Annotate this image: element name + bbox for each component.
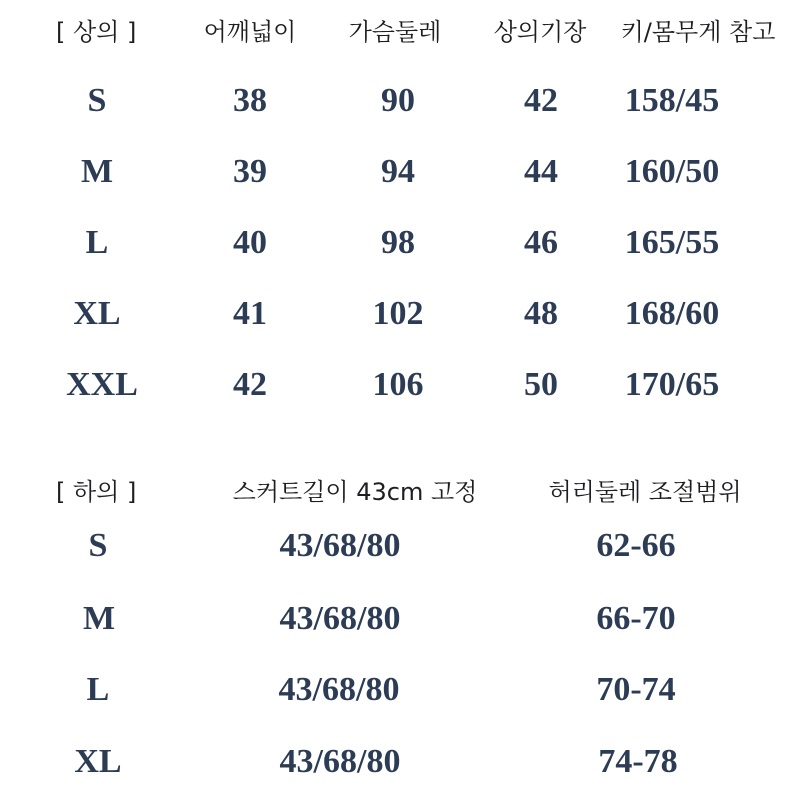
chest-value: 106 (372, 366, 424, 403)
header-height-weight: 키/몸무게 참고 (620, 18, 776, 46)
waist-value: 62-66 (596, 527, 676, 564)
top-section-label: [ 상의 ] (56, 18, 137, 46)
size-label: M (80, 153, 114, 190)
height-weight-value: 158/45 (624, 82, 720, 119)
height-weight-value: 165/55 (624, 224, 720, 261)
shoulder-value: 42 (233, 366, 267, 403)
size-label: XL (74, 743, 122, 780)
size-label: L (86, 671, 110, 708)
header-chest: 가슴둘레 (348, 18, 442, 46)
length-value: 44 (524, 153, 558, 190)
size-label: M (82, 600, 116, 637)
header-waist-range: 허리둘레 조절범위 (548, 478, 742, 506)
skirt-value: 43/68/80 (278, 671, 400, 708)
size-label: L (85, 224, 109, 261)
length-value: 48 (524, 295, 558, 332)
length-value: 46 (524, 224, 558, 261)
size-label: S (87, 82, 107, 119)
shoulder-value: 38 (233, 82, 267, 119)
size-label: XXL (66, 366, 138, 403)
shoulder-value: 39 (233, 153, 267, 190)
header-shoulder-width: 어깨넓이 (203, 18, 297, 46)
chest-value: 102 (372, 295, 424, 332)
chest-value: 94 (381, 153, 415, 190)
skirt-value: 43/68/80 (279, 743, 401, 780)
header-top-length: 상의기장 (493, 18, 587, 46)
chest-value: 98 (381, 224, 415, 261)
size-label: XL (73, 295, 121, 332)
size-label: S (88, 527, 108, 564)
shoulder-value: 41 (233, 295, 267, 332)
skirt-value: 43/68/80 (279, 600, 401, 637)
waist-value: 70-74 (596, 671, 676, 708)
skirt-value: 43/68/80 (279, 527, 401, 564)
height-weight-value: 170/65 (624, 366, 720, 403)
length-value: 50 (524, 366, 558, 403)
waist-value: 66-70 (596, 600, 676, 637)
chest-value: 90 (381, 82, 415, 119)
header-skirt-length: 스커트길이 43cm 고정 (232, 478, 478, 506)
height-weight-value: 168/60 (624, 295, 720, 332)
waist-value: 74-78 (598, 743, 678, 780)
shoulder-value: 40 (233, 224, 267, 261)
length-value: 42 (524, 82, 558, 119)
height-weight-value: 160/50 (624, 153, 720, 190)
bottom-section-label: [ 하의 ] (56, 478, 137, 506)
